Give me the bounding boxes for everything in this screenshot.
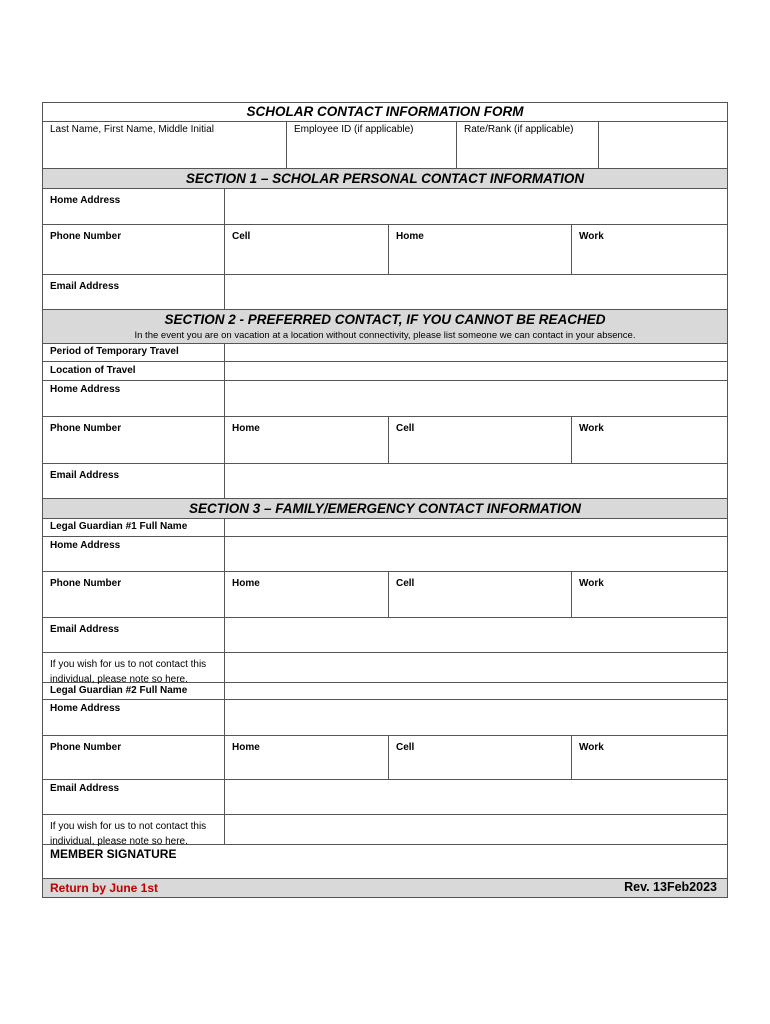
s2-home-address-field[interactable] [224,381,727,416]
g2-phone-label: Phone Number [50,742,122,753]
name-label: Last Name, First Name, Middle Initial [50,124,214,135]
s2-period-row [43,344,727,362]
s1-home-address-field[interactable] [224,189,727,224]
g1-email-row [43,618,727,653]
g1-name-row [43,519,727,537]
g1-name-label: Legal Guardian #1 Full Name [50,521,188,532]
s1-home-address-label: Home Address [50,195,121,206]
s1-home-address-row [43,189,727,225]
s1-email-row [43,275,727,310]
s1-work-label: Work [579,231,604,242]
g1-cell-label: Cell [396,578,415,589]
s1-home-phone-label: Home [396,231,424,242]
s2-home-address-row [43,381,727,417]
s1-cell-field[interactable] [224,225,388,274]
section3-title: SECTION 3 – FAMILY/EMERGENCY CONTACT INFORMATION [188,501,581,516]
g2-home-address-field[interactable] [224,700,727,735]
g2-phone-row [43,736,727,780]
g1-work-label: Work [579,578,604,589]
footer-row [43,879,727,897]
g2-no-contact-field[interactable] [224,815,727,844]
name-field[interactable] [43,122,286,168]
g1-email-label: Email Address [50,624,120,635]
g2-cell-label: Cell [396,742,415,753]
g1-cell-field[interactable] [388,572,571,617]
g2-name-label: Legal Guardian #2 Full Name [50,685,188,696]
s2-home-phone-field[interactable] [224,417,388,463]
s1-cell-label: Cell [232,231,251,242]
g1-no-contact-field[interactable] [224,653,727,682]
rate-rank-extra-field[interactable] [598,122,727,168]
s2-email-label: Email Address [50,470,120,481]
s1-phone-row [43,225,727,275]
employee-id-label: Employee ID (if applicable) [294,124,414,135]
contact-form [42,102,728,898]
s1-home-phone-field[interactable] [388,225,571,274]
s2-location-label: Location of Travel [50,365,136,376]
section1-title: SECTION 1 – SCHOLAR PERSONAL CONTACT INFORMATION [185,171,585,186]
g1-phone-label: Phone Number [50,578,122,589]
s2-period-field[interactable] [224,344,727,361]
g1-home-address-row [43,537,727,572]
signature-row[interactable] [43,845,727,879]
g2-name-field[interactable] [224,683,727,699]
g2-no-contact-label: If you wish for us to not contact this individual, please note so here. [50,821,207,847]
g2-no-contact-row [43,815,727,845]
rate-rank-label: Rate/Rank (if applicable) [464,124,574,135]
rate-rank-field[interactable] [456,122,598,168]
section3-header [43,499,727,519]
g2-home-phone-field[interactable] [224,736,388,779]
s1-work-field[interactable] [571,225,727,274]
g2-home-address-row [43,700,727,736]
g1-no-contact-label: If you wish for us to not contact this individual, please note so here. [50,659,207,685]
return-by-text: Return by June 1st [50,881,159,895]
s2-cell-field[interactable] [388,417,571,463]
s1-email-field[interactable] [224,275,727,309]
g1-home-address-field[interactable] [224,537,727,571]
s2-period-label: Period of Temporary Travel [50,346,179,357]
g2-home-address-label: Home Address [50,703,121,714]
section1-header [43,169,727,189]
s2-location-row [43,362,727,381]
s2-email-row [43,464,727,499]
section2-title: SECTION 2 - PREFERRED CONTACT, IF YOU CANNOT BE REACHED [164,312,606,327]
g2-email-label: Email Address [50,783,120,794]
g1-home-phone-label: Home [232,578,260,589]
g2-email-field[interactable] [224,780,727,814]
section2-header [43,310,727,344]
s2-phone-label: Phone Number [50,423,122,434]
g1-no-contact-row [43,653,727,683]
g1-phone-row [43,572,727,618]
s2-phone-row [43,417,727,464]
g1-work-field[interactable] [571,572,727,617]
g1-home-phone-field[interactable] [224,572,388,617]
g2-cell-field[interactable] [388,736,571,779]
section2-subtitle: In the event you are on vacation at a location without connectivity, please list someone we can contact in your absence. [134,330,636,341]
revision-text: Rev. 13Feb2023 [624,880,717,894]
g1-name-field[interactable] [224,519,727,536]
g2-email-row [43,780,727,815]
s2-cell-label: Cell [396,423,415,434]
s2-work-field[interactable] [571,417,727,463]
signature-label: MEMBER SIGNATURE [50,847,177,861]
s2-home-phone-label: Home [232,423,260,434]
g1-email-field[interactable] [224,618,727,652]
form-title-row [43,103,727,122]
s2-location-field[interactable] [224,362,727,380]
g2-work-field[interactable] [571,736,727,779]
g2-name-row [43,683,727,700]
g1-home-address-label: Home Address [50,540,121,551]
form-title: SCHOLAR CONTACT INFORMATION FORM [246,104,524,119]
s2-work-label: Work [579,423,604,434]
s1-phone-label: Phone Number [50,231,122,242]
employee-id-field[interactable] [286,122,456,168]
s2-email-field[interactable] [224,464,727,498]
identity-row [43,122,727,169]
s1-email-label: Email Address [50,281,120,292]
g2-work-label: Work [579,742,604,753]
s2-home-address-label: Home Address [50,384,121,395]
g2-home-phone-label: Home [232,742,260,753]
